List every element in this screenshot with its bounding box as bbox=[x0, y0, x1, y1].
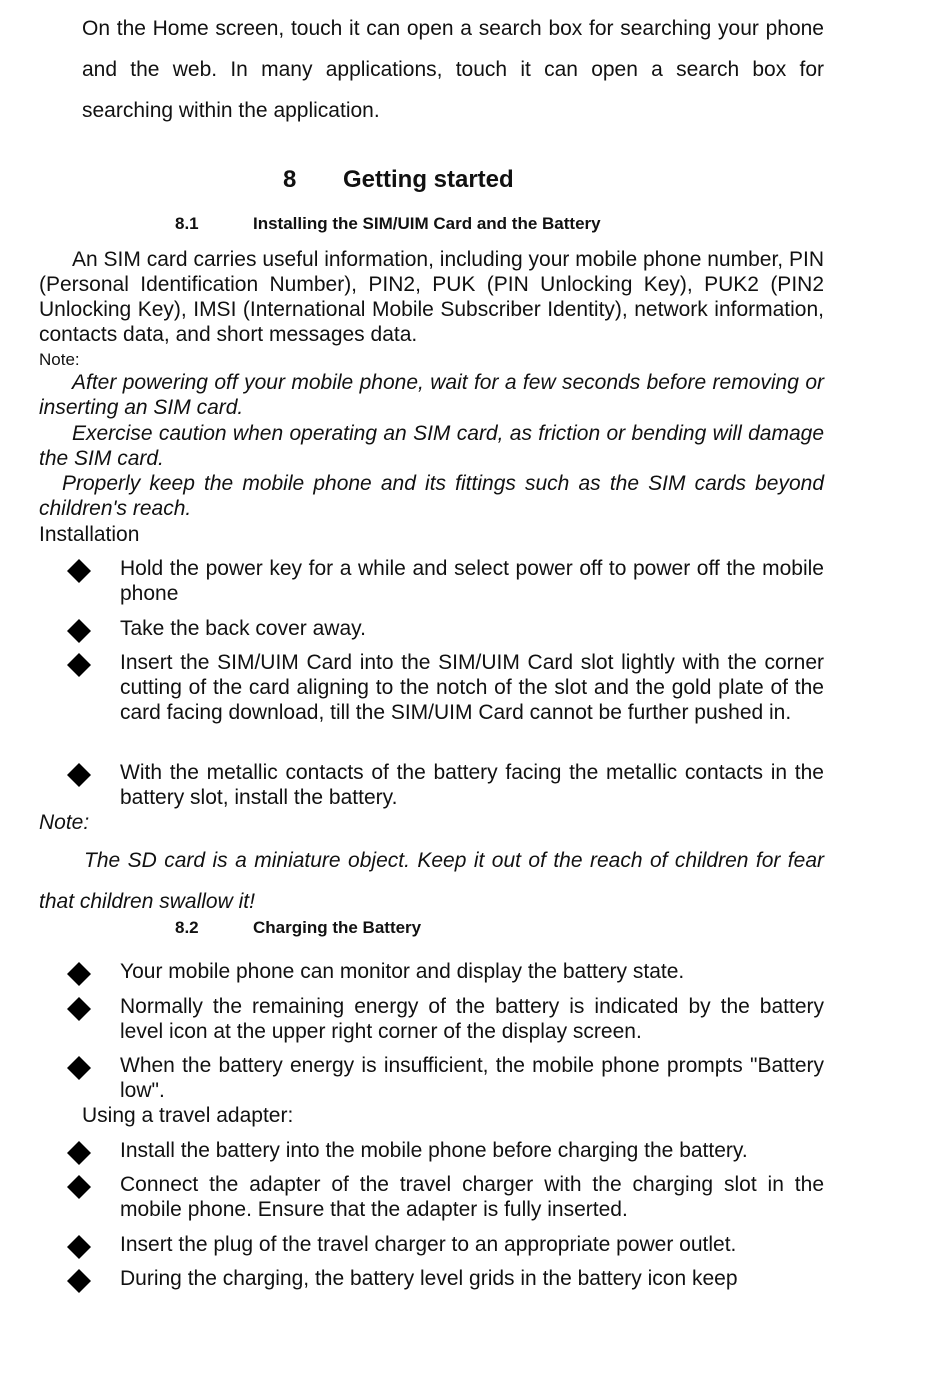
section-title: Installing the SIM/UIM Card and the Battery bbox=[253, 214, 601, 233]
list-item bbox=[66, 1053, 824, 1103]
list-item-text: When the battery energy is insufficient, the mobile phone prompts "Battery low". bbox=[120, 1054, 824, 1102]
list-item-text: Install the battery into the mobile phone before charging the battery. bbox=[120, 1139, 748, 1162]
list-item bbox=[66, 760, 824, 810]
sim-info-paragraph: An SIM card carries useful information, including your mobile phone number, PIN (Personal Identification Number), PIN2, PUK (PIN Unlocking Key), PUK2 (PIN2 Unlocking Key), IMSI (International Mobile Subscriber Identity), network information, contacts data, and short messages data. bbox=[39, 248, 824, 346]
chapter-number: 8 bbox=[283, 166, 297, 193]
diamond-bullet-icon bbox=[66, 652, 92, 678]
list-item bbox=[66, 994, 824, 1044]
list-item-text: Normally the remaining energy of the battery is indicated by the battery level icon at the upper right corner of the display screen. bbox=[120, 995, 824, 1043]
installation-label: Installation bbox=[39, 523, 140, 546]
note-label: Note: bbox=[39, 811, 90, 834]
diamond-bullet-icon bbox=[66, 558, 92, 584]
list-item bbox=[66, 650, 824, 725]
list-item-text: Insert the SIM/UIM Card into the SIM/UIM Card slot lightly with the corner cutting of the card aligning to the notch of the slot and the gold plate of the card facing download, till the SIM/UIM Card cannot be further pushed in. bbox=[120, 651, 824, 724]
diamond-bullet-icon bbox=[66, 618, 92, 644]
list-item-text: Insert the plug of the travel charger to an appropriate power outlet. bbox=[120, 1233, 737, 1256]
note-item: Exercise caution when operating an SIM card, as friction or bending will damage the SIM card. bbox=[39, 422, 824, 470]
diamond-bullet-icon bbox=[66, 1268, 92, 1294]
diamond-bullet-icon bbox=[66, 762, 92, 788]
section-number: 8.1 bbox=[175, 214, 199, 233]
section-number: 8.2 bbox=[175, 918, 199, 937]
section-heading-8-2 bbox=[175, 918, 421, 938]
list-item bbox=[66, 959, 824, 984]
diamond-bullet-icon bbox=[66, 961, 92, 987]
section-heading-8-1 bbox=[175, 214, 601, 234]
diamond-bullet-icon bbox=[66, 1234, 92, 1260]
list-item-text: Connect the adapter of the travel charger with the charging slot in the mobile phone. Ensure that the adapter is fully inserted. bbox=[120, 1173, 824, 1221]
note-item: After powering off your mobile phone, wait for a few seconds before removing or inserting an SIM card. bbox=[39, 371, 824, 419]
diamond-bullet-icon bbox=[66, 1140, 92, 1166]
intro-paragraph: On the Home screen, touch it can open a search box for searching your phone and the web. In many applications, touch it can open a search box for searching within the application. bbox=[82, 17, 824, 122]
diamond-bullet-icon bbox=[66, 1174, 92, 1200]
list-item bbox=[66, 616, 824, 641]
chapter-heading bbox=[283, 166, 514, 194]
chapter-title: Getting started bbox=[343, 166, 514, 193]
list-item bbox=[66, 1172, 824, 1222]
list-item bbox=[66, 1138, 824, 1163]
list-item-text: With the metallic contacts of the battery facing the metallic contacts in the battery slot, install the battery. bbox=[120, 761, 824, 809]
diamond-bullet-icon bbox=[66, 996, 92, 1022]
section-title: Charging the Battery bbox=[253, 918, 422, 937]
diamond-bullet-icon bbox=[66, 1055, 92, 1081]
list-item-text: Take the back cover away. bbox=[120, 617, 366, 640]
note-item: Properly keep the mobile phone and its fittings such as the SIM cards beyond children's reach. bbox=[39, 472, 824, 520]
list-item-text: Your mobile phone can monitor and display the battery state. bbox=[120, 960, 685, 983]
list-item-text: Hold the power key for a while and select power off to power off the mobile phone bbox=[120, 557, 824, 605]
adapter-label: Using a travel adapter: bbox=[82, 1104, 294, 1127]
note-label: Note: bbox=[39, 350, 80, 369]
list-item bbox=[66, 556, 824, 606]
sd-card-note: The SD card is a miniature object. Keep it out of the reach of children for fear that children swallow it! bbox=[39, 849, 824, 913]
list-item bbox=[66, 1232, 824, 1257]
list-item-text: During the charging, the battery level grids in the battery icon keep bbox=[120, 1267, 738, 1290]
list-item bbox=[66, 1266, 824, 1291]
